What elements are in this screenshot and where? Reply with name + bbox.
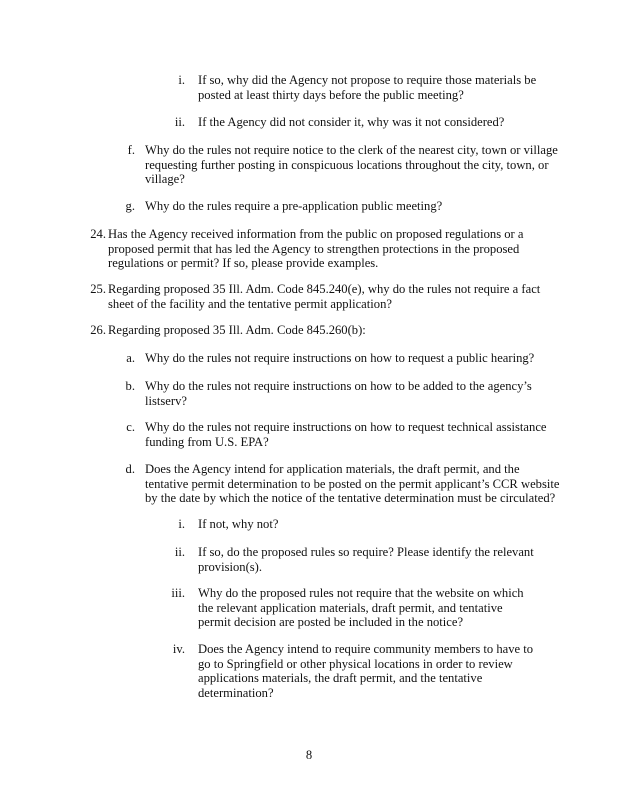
item-marker: b. bbox=[125, 379, 135, 393]
item-marker: a. bbox=[126, 351, 135, 365]
item-text: If the Agency did not consider it, why was it not considered? bbox=[198, 115, 505, 129]
item-text: If so, do the proposed rules so require? Please identify the relevant provision(s). bbox=[198, 545, 534, 574]
item-marker: g. bbox=[125, 199, 135, 213]
item-marker: 25. bbox=[90, 282, 106, 296]
item-marker: ii. bbox=[174, 115, 185, 129]
item-text: Why do the rules not require instructions on how to request technical assistance funding from U.S. EPA? bbox=[145, 420, 547, 449]
item-text: Why do the rules not require notice to the clerk of the nearest city, town or village requesting further posting in conspicuous locations throughout the city, town, or village? bbox=[145, 143, 558, 186]
item-text: Why do the proposed rules not require that the website on which the relevant application materials, draft permit, and tentative permit decision are posted be included in the notice? bbox=[198, 586, 524, 629]
item-text: If so, why did the Agency not propose to require those materials be posted at least thirty days before the public meeting? bbox=[198, 73, 537, 102]
item-marker: i. bbox=[178, 73, 185, 87]
item-marker: 26. bbox=[90, 323, 106, 337]
item-marker: iv. bbox=[172, 642, 185, 656]
item-marker: d. bbox=[125, 462, 135, 476]
item-marker: i. bbox=[178, 517, 185, 531]
item-text: Why do the rules require a pre-application public meeting? bbox=[145, 199, 443, 213]
item-marker: iii. bbox=[171, 586, 185, 600]
item-marker: ii. bbox=[174, 545, 185, 559]
page-number: 8 bbox=[305, 748, 313, 762]
item-marker: c. bbox=[126, 420, 135, 434]
item-text: Regarding proposed 35 Ill. Adm. Code 845.240(e), why do the rules not require a fact sheet of the facility and the tentative permit application? bbox=[108, 282, 541, 311]
item-text: Does the Agency intend to require community members to have to go to Springfield or other physical locations in order to review applications materials, the draft permit, and the tentative determination? bbox=[198, 642, 534, 700]
item-text: Regarding proposed 35 Ill. Adm. Code 845.260(b): bbox=[108, 323, 366, 337]
item-text: Has the Agency received information from the public on proposed regulations or a proposed permit that has led the Agency to strengthen protections in the proposed regulations or permit? If so, please provide examples. bbox=[108, 227, 524, 270]
item-text: Why do the rules not require instructions on how to request a public hearing? bbox=[145, 351, 535, 365]
item-text: Does the Agency intend for application materials, the draft permit, and the tentative permit determination to be posted on the permit applicant’s CCR website by the date by which the notice of the tentative determination must be circulated? bbox=[145, 462, 560, 505]
item-marker: f. bbox=[127, 143, 135, 157]
item-text: Why do the rules not require instructions on how to be added to the agency’s listserv? bbox=[145, 379, 532, 408]
item-text: If not, why not? bbox=[198, 517, 279, 531]
item-marker: 24. bbox=[90, 227, 106, 241]
